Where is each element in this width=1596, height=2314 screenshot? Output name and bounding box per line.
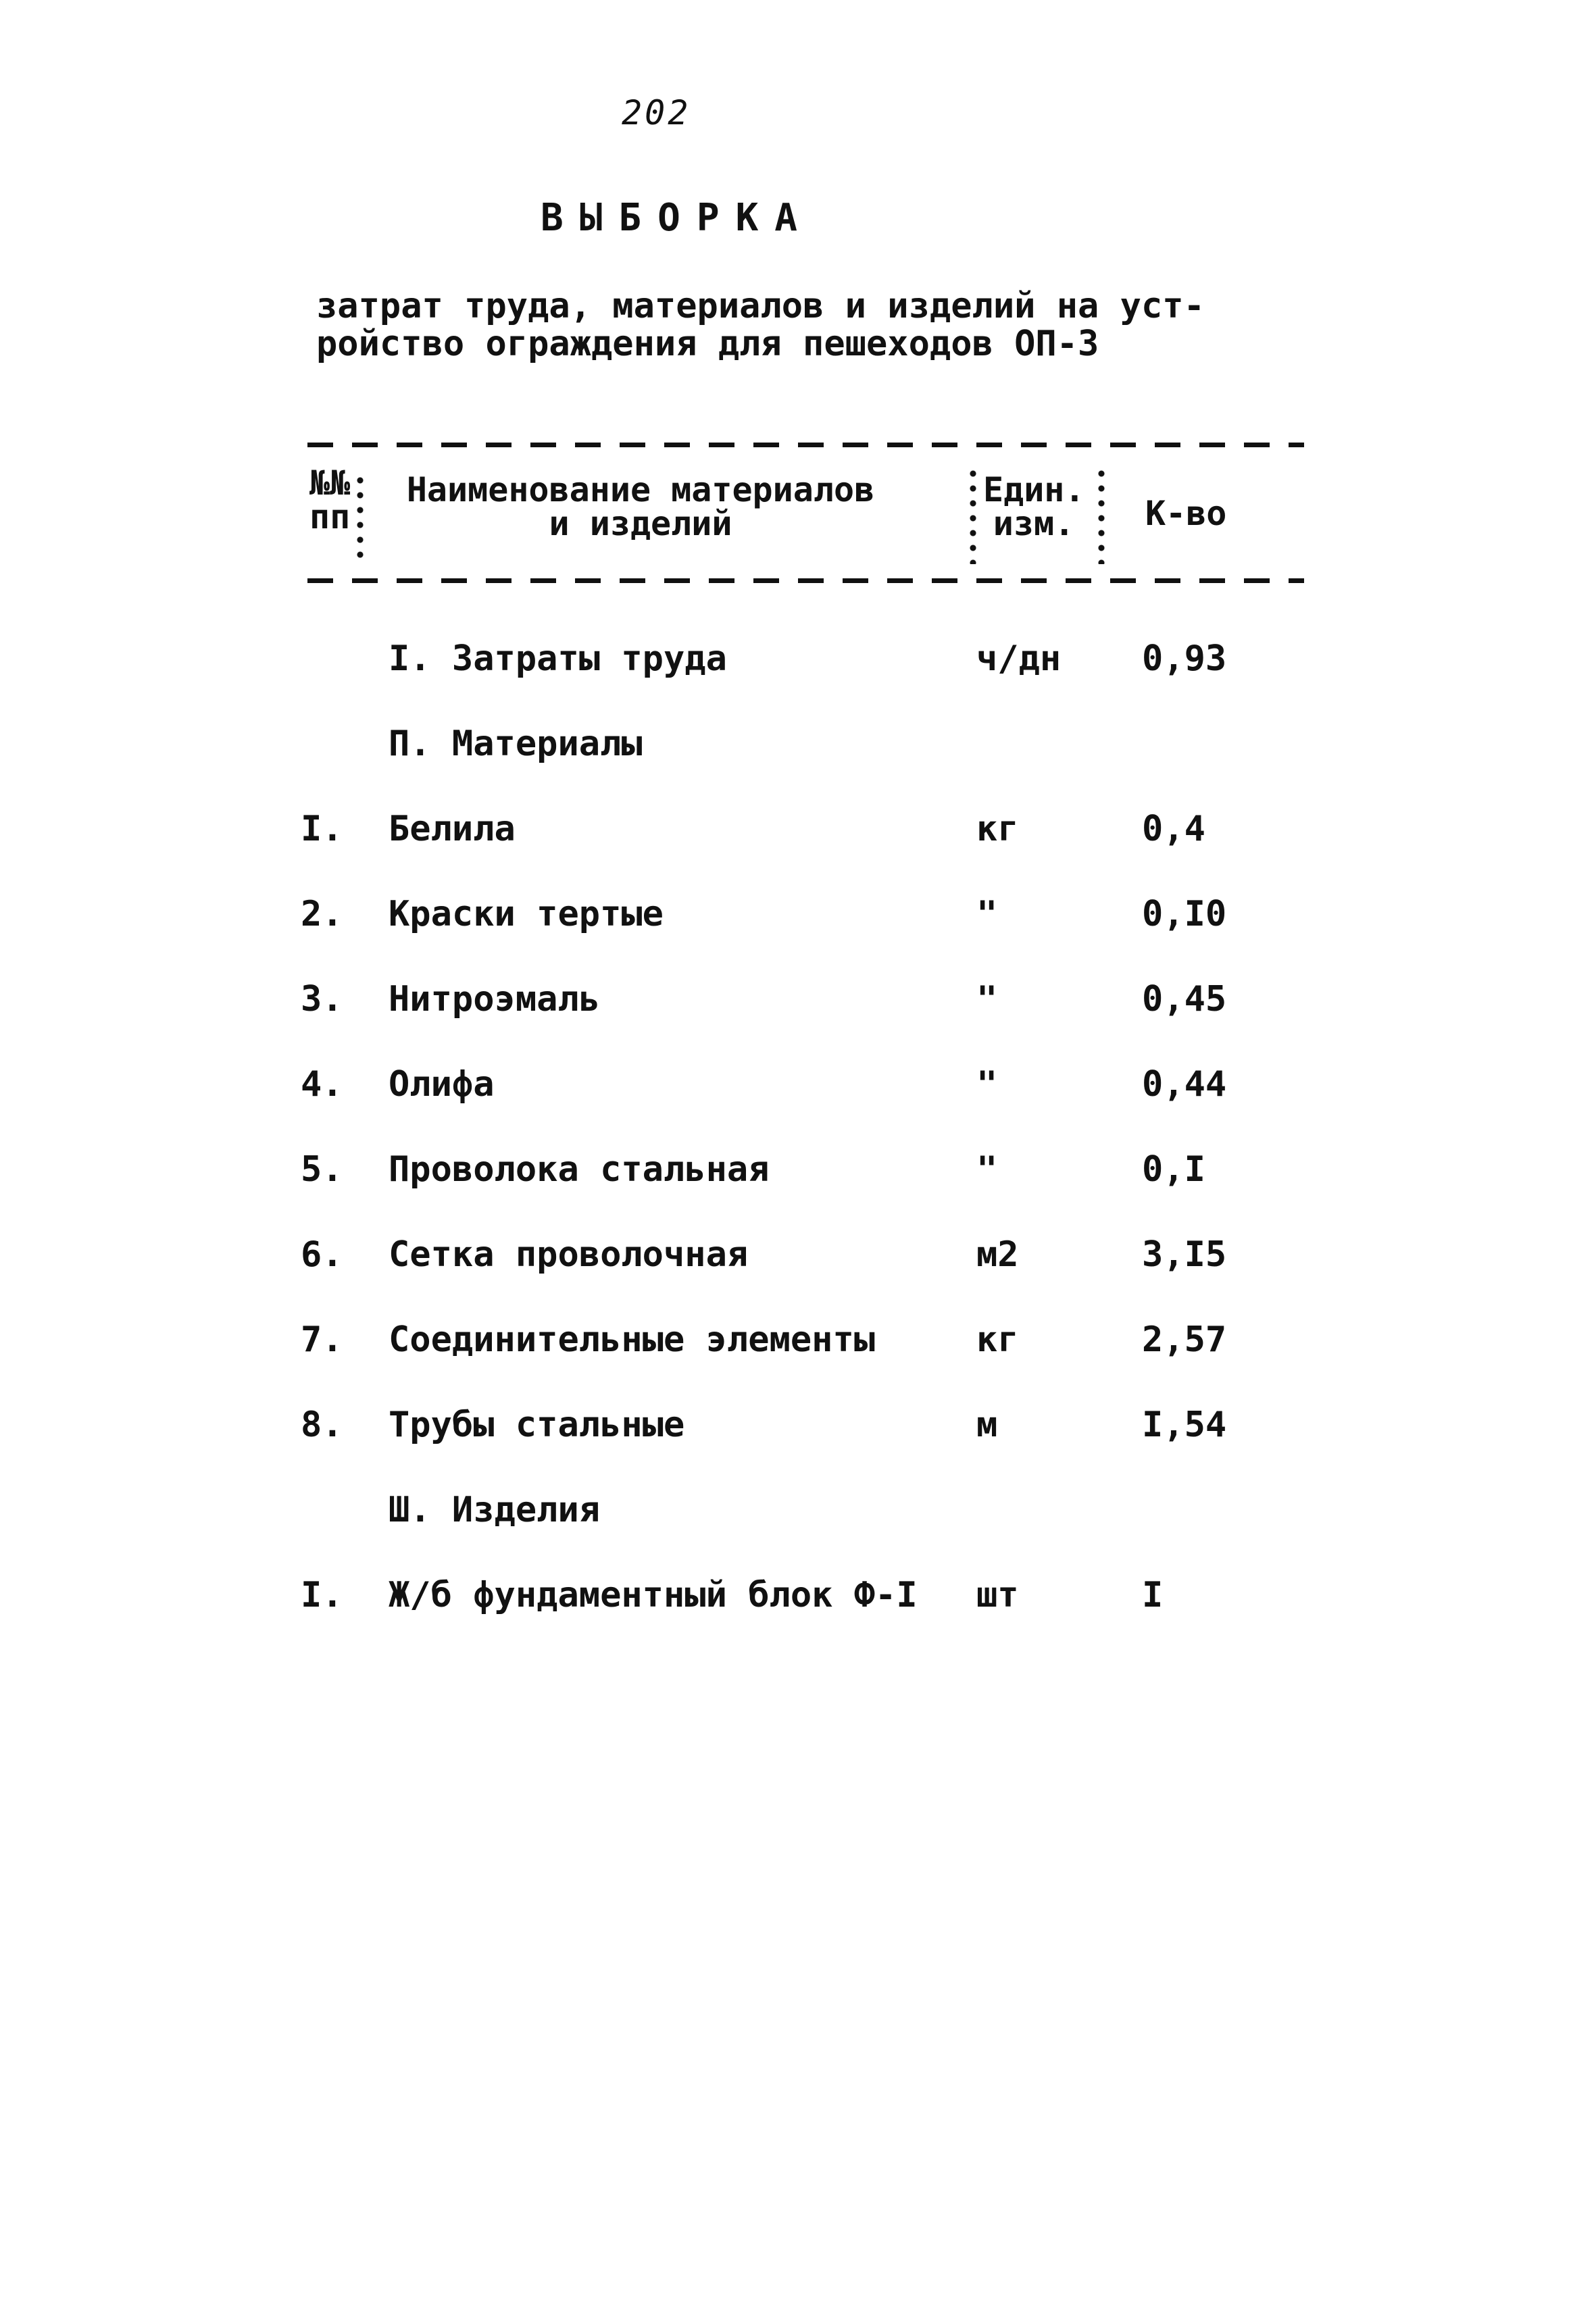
table-top-rule bbox=[307, 443, 1304, 447]
header-unit: Един. изм. bbox=[983, 470, 1085, 543]
item-quantity: 0,4 bbox=[1142, 809, 1205, 849]
item-unit: м bbox=[976, 1405, 998, 1445]
item-unit: " bbox=[976, 1064, 998, 1105]
item-unit: кг bbox=[976, 809, 1019, 849]
document-subtitle bbox=[316, 287, 1205, 363]
item-unit: ч/дн bbox=[976, 638, 1062, 679]
row-number: I. bbox=[301, 809, 343, 849]
section-heading: Ш. Изделия bbox=[389, 1490, 601, 1530]
item-quantity: I bbox=[1142, 1575, 1164, 1615]
item-name: Сетка проволочная bbox=[389, 1234, 749, 1275]
header-separator bbox=[970, 466, 976, 564]
row-number: 8. bbox=[301, 1405, 343, 1445]
item-unit: м2 bbox=[976, 1234, 1019, 1275]
item-name: Нитроэмаль bbox=[389, 979, 601, 1020]
item-unit: кг bbox=[976, 1319, 1019, 1360]
document-title: ВЫБОРКА bbox=[541, 196, 814, 240]
header-separator bbox=[357, 473, 364, 561]
item-quantity: 2,57 bbox=[1142, 1319, 1227, 1360]
header-quantity: К-во bbox=[1145, 494, 1227, 533]
header-name: Наименование материалов и изделий bbox=[406, 470, 875, 543]
item-name: Соединительные элементы bbox=[389, 1319, 876, 1360]
section-heading: I. Затраты труда bbox=[389, 638, 727, 679]
item-unit: " bbox=[976, 979, 998, 1020]
section-heading: П. Материалы bbox=[389, 724, 643, 764]
header-separator bbox=[1098, 466, 1105, 564]
item-quantity: 0,93 bbox=[1142, 638, 1227, 679]
row-number: 4. bbox=[301, 1064, 343, 1105]
row-number: 3. bbox=[301, 979, 343, 1020]
item-quantity: 3,I5 bbox=[1142, 1234, 1227, 1275]
item-name: Проволока стальная bbox=[389, 1149, 770, 1190]
item-quantity: I,54 bbox=[1142, 1405, 1227, 1445]
row-number: 5. bbox=[301, 1149, 343, 1190]
item-name: Краски тертые bbox=[389, 894, 664, 934]
item-unit: " bbox=[976, 1149, 998, 1190]
item-quantity: 0,I0 bbox=[1142, 894, 1227, 934]
item-name: Трубы стальные bbox=[389, 1405, 685, 1445]
row-number: 2. bbox=[301, 894, 343, 934]
table-header-rule bbox=[307, 578, 1304, 583]
item-unit: шт bbox=[976, 1575, 1019, 1615]
row-number: I. bbox=[301, 1575, 343, 1615]
item-quantity: 0,I bbox=[1142, 1149, 1205, 1190]
item-name: Ж/б фундаментный блок Ф-I bbox=[389, 1575, 918, 1615]
subtitle-line-2: ройство ограждения для пешеходов ОП-3 bbox=[316, 324, 1099, 364]
header-number: №№ пп bbox=[309, 463, 351, 536]
item-quantity: 0,45 bbox=[1142, 979, 1227, 1020]
item-name: Олифа bbox=[389, 1064, 495, 1105]
subtitle-line-1: затрат труда, материалов и изделий на уст- bbox=[316, 286, 1205, 326]
item-unit: " bbox=[976, 894, 998, 934]
item-quantity: 0,44 bbox=[1142, 1064, 1227, 1105]
item-name: Белила bbox=[389, 809, 516, 849]
row-number: 6. bbox=[301, 1234, 343, 1275]
page-number: 202 bbox=[622, 93, 691, 132]
row-number: 7. bbox=[301, 1319, 343, 1360]
